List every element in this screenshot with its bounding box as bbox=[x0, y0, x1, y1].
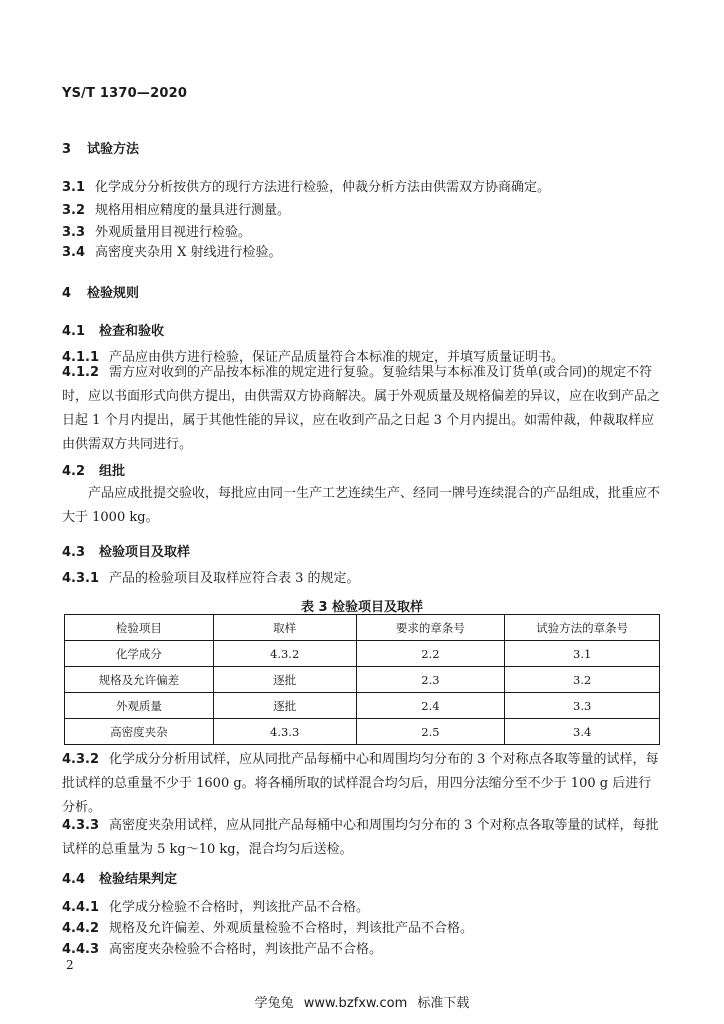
subsection-title: 检验结果判定 bbox=[99, 872, 178, 887]
clause-number: 4.1.1 bbox=[62, 350, 100, 365]
clause-number: 4.4.2 bbox=[62, 921, 100, 936]
clause-number: 4.4.3 bbox=[62, 942, 100, 957]
clause-4-4-1 bbox=[62, 896, 369, 915]
table-3-caption: 表 3 检验项目及取样 bbox=[300, 600, 424, 615]
clause-4-3-1 bbox=[62, 567, 360, 586]
table-header-cell: 要求的章条号 bbox=[356, 615, 505, 641]
subsection-number: 4.2 bbox=[62, 464, 86, 479]
table-header-cell: 试验方法的章条号 bbox=[505, 615, 660, 641]
table-header-row bbox=[65, 615, 660, 641]
clause-4-3-2 bbox=[62, 748, 662, 820]
clause-4-4-2 bbox=[62, 917, 473, 936]
clause-4-4-3 bbox=[62, 938, 382, 957]
section-4-heading bbox=[62, 282, 139, 301]
table-row bbox=[65, 641, 660, 667]
table-cell: 化学成分 bbox=[65, 641, 214, 667]
clause-text: 规格及允许偏差、外观质量检验不合格时，判该批产品不合格。 bbox=[109, 921, 474, 936]
clause-text: 高密度夹杂用试样，应从同批产品每桶中心和周围均匀分布的 3 个对称点各取等量的试样，每批试样的总重量为 5 kg～10 kg，混合均匀后送检。 bbox=[62, 818, 659, 857]
clause-number: 4.1.2 bbox=[62, 365, 100, 380]
subsection-title: 检查和验收 bbox=[99, 324, 165, 339]
subsection-title: 检验项目及取样 bbox=[99, 545, 191, 560]
clause-4-3-3 bbox=[62, 814, 662, 862]
subsection-4-2-heading bbox=[62, 460, 125, 479]
subsection-number: 4.3 bbox=[62, 545, 86, 560]
table-3 bbox=[64, 614, 660, 745]
table-cell: 2.2 bbox=[356, 641, 505, 667]
subsection-number: 4.1 bbox=[62, 324, 86, 339]
clause-text: 化学成分分析用试样，应从同批产品每桶中心和周围均匀分布的 3 个对称点各取等量的试样，每批试样的总重量不少于 1600 g。将各桶所取的试样混合均匀后，用四分法缩分至不少于 100 g 后进行分析。 bbox=[62, 752, 659, 815]
section-3-title: 试验方法 bbox=[87, 142, 140, 157]
clause-number: 3.2 bbox=[62, 203, 86, 218]
table-cell: 3.2 bbox=[505, 667, 660, 693]
clause-text: 化学成分分析按供方的现行方法进行检验，仲裁分析方法由供需双方协商确定。 bbox=[95, 180, 551, 195]
table-cell: 2.4 bbox=[356, 693, 505, 719]
subsection-4-1-heading bbox=[62, 320, 164, 339]
table-cell: 逐批 bbox=[213, 693, 356, 719]
clause-text: 外观质量用目视进行检验。 bbox=[95, 225, 252, 240]
table-cell: 3.4 bbox=[505, 719, 660, 745]
clause-3-1 bbox=[62, 176, 550, 195]
clause-number: 3.1 bbox=[62, 180, 86, 195]
table-row bbox=[65, 667, 660, 693]
section-4-title: 检验规则 bbox=[87, 286, 140, 301]
clause-4-1-2 bbox=[62, 361, 662, 457]
clause-number: 4.4.1 bbox=[62, 900, 100, 915]
clause-text: 规格用相应精度的量具进行测量。 bbox=[95, 203, 291, 218]
table-cell: 外观质量 bbox=[65, 693, 214, 719]
subsection-number: 4.4 bbox=[62, 872, 86, 887]
subsection-4-4-heading bbox=[62, 868, 177, 887]
clause-4-2-text: 产品应成批提交验收，每批应由同一生产工艺连续生产、经同一牌号连续混合的产品组成，批重应不大于 1000 kg。 bbox=[62, 486, 661, 525]
clause-3-2 bbox=[62, 199, 290, 218]
page-number: 2 bbox=[66, 958, 74, 972]
table-row bbox=[65, 719, 660, 745]
table-cell: 2.3 bbox=[356, 667, 505, 693]
standard-code: YS/T 1370—2020 bbox=[62, 86, 188, 101]
table-cell: 逐批 bbox=[213, 667, 356, 693]
clause-text: 产品的检验项目及取样应符合表 3 的规定。 bbox=[109, 571, 360, 586]
clause-text: 高密度夹杂用 X 射线进行检验。 bbox=[95, 245, 282, 260]
clause-3-3 bbox=[62, 221, 251, 240]
table-cell: 高密度夹杂 bbox=[65, 719, 214, 745]
clause-3-4 bbox=[62, 241, 282, 260]
table-cell: 4.3.3 bbox=[213, 719, 356, 745]
table-cell: 规格及允许偏差 bbox=[65, 667, 214, 693]
table-row bbox=[65, 693, 660, 719]
section-3-heading bbox=[62, 138, 139, 157]
table-header-cell: 取样 bbox=[213, 615, 356, 641]
clause-text: 高密度夹杂检验不合格时，判该批产品不合格。 bbox=[109, 942, 383, 957]
table-header-cell: 检验项目 bbox=[65, 615, 214, 641]
clause-text: 化学成分检验不合格时，判该批产品不合格。 bbox=[109, 900, 370, 915]
table-cell: 4.3.2 bbox=[213, 641, 356, 667]
clause-number: 4.3.2 bbox=[62, 752, 100, 767]
clause-number: 4.3.1 bbox=[62, 571, 100, 586]
subsection-title: 组批 bbox=[99, 464, 126, 479]
table-cell: 3.3 bbox=[505, 693, 660, 719]
clause-number: 4.3.3 bbox=[62, 818, 100, 833]
table-cell: 3.1 bbox=[505, 641, 660, 667]
footer-watermark: 学兔兔 www.bzfxw.com 标准下载 bbox=[254, 996, 470, 1011]
table-cell: 2.5 bbox=[356, 719, 505, 745]
clause-number: 3.3 bbox=[62, 225, 86, 240]
section-4-number: 4 bbox=[62, 286, 72, 301]
clause-number: 3.4 bbox=[62, 245, 86, 260]
clause-text: 需方应对收到的产品按本标准的规定进行复验。复验结果与本标准及订货单(或合同)的规定不符时，应以书面形式向供方提出，由供需双方协商解决。属于外观质量及规格偏差的异议，应在收到产品之日起 1 个月内提出，属于其他性能的异议，应在收到产品之日起 3 个月内提出。如需仲裁，仲裁取样应由供需双方共同进行。 bbox=[62, 365, 661, 452]
clause-text: 产品应由供方进行检验，保证产品质量符合本标准的规定，并填写质量证明书。 bbox=[109, 350, 565, 365]
subsection-4-3-heading bbox=[62, 541, 190, 560]
section-3-number: 3 bbox=[62, 142, 72, 157]
